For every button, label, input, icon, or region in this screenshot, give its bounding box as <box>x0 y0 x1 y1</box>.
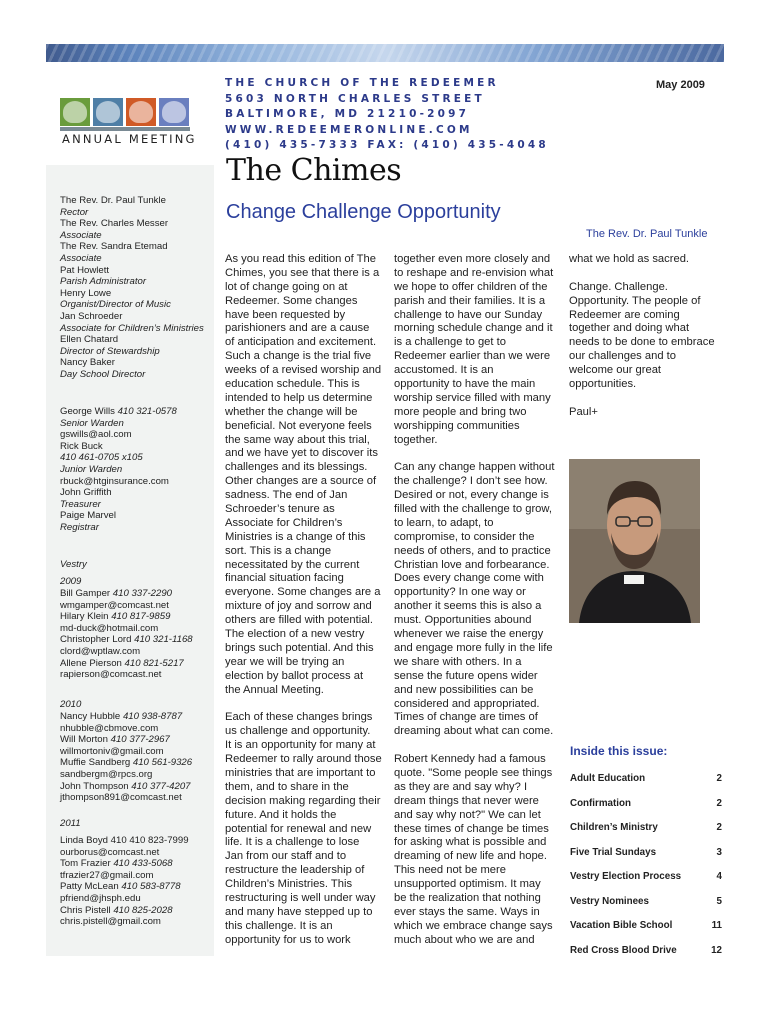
text-line: necessitated by the current <box>225 558 360 571</box>
annual-meeting-logo <box>60 98 192 132</box>
staff-entry: Organist/Director of Music <box>60 299 171 311</box>
vestry-entry: Bill Gamper 410 337-2290 <box>60 588 172 599</box>
vestry-entry[interactable]: tfrazier27@gmail.com <box>60 869 154 881</box>
phone-number: 410 817-9859 <box>111 611 171 623</box>
vestry-entry: Christopher Lord 410 321-1168 <box>60 634 193 646</box>
text-line: Desired or not, every change is <box>394 489 549 502</box>
text-line: Does every change come with <box>394 572 544 585</box>
staff-entry: Associate <box>60 252 102 264</box>
vestry-entry[interactable]: wmgamper@comcast.net <box>60 599 169 611</box>
toc-item[interactable] <box>570 942 722 967</box>
text-line: beneficial. Not everyone feels <box>225 419 372 432</box>
address-line: THE CHURCH OF THE REDEEMER <box>225 77 499 89</box>
text-line: the Annual Meeting. <box>225 683 324 696</box>
vestry-entry[interactable]: clord@wptlaw.com <box>60 645 141 657</box>
text-line: Other changes are a source of <box>225 475 377 488</box>
article-column-3 <box>569 253 715 420</box>
text-line: future. And it holds the <box>225 808 337 821</box>
staff-entry: Associate for Children’s Ministries <box>60 322 204 334</box>
text-line: of anticipation and excitement. <box>225 336 377 349</box>
warden-entry: George Wills 410 321-0578 <box>60 406 177 417</box>
text-line: Chimes, you see that there is a <box>225 266 380 279</box>
toc-item-page: 2 <box>716 822 722 833</box>
vestry-year-heading: 2009 <box>60 576 82 587</box>
phone-number: 410 561-9326 <box>132 757 193 769</box>
article-column-2 <box>394 253 554 948</box>
text-line: and say why not?" We can let <box>394 808 541 821</box>
text-line: these times of change be times <box>394 822 549 835</box>
text-line: whether the change will be <box>225 405 358 418</box>
text-line: Times of change are times of <box>394 711 538 724</box>
toc-item-label: Vestry Election Process <box>570 871 682 882</box>
text-line: and we have yet to discover its <box>225 447 378 460</box>
phone-number: 410 938-8787 <box>122 711 183 722</box>
vestry-entry[interactable]: nhubble@cbmove.com <box>60 722 159 734</box>
text-line: Redeemer to rally around those <box>225 753 382 766</box>
text-line: and many have stepped up to <box>225 905 373 918</box>
warden-entry[interactable]: gswills@aol.com <box>60 429 132 441</box>
article-title: Change Challenge Opportunity <box>226 201 501 223</box>
text-line: education schedule. This is <box>225 378 360 391</box>
text-line: together. <box>394 433 438 446</box>
logo-tile-purple <box>159 98 189 126</box>
toc-item-page: 5 <box>716 895 722 907</box>
logo-tile-green <box>60 98 90 126</box>
text-line: us challenge and opportunity. <box>225 725 371 738</box>
warden-entry: Senior Warden <box>60 417 124 429</box>
vestry-2011-heading-block <box>60 818 81 830</box>
text-line: sense the future opens wider <box>394 669 538 682</box>
staff-entry: Day School Director <box>60 368 146 380</box>
paragraph-gap <box>569 267 715 281</box>
text-line: election by ballot process at <box>225 669 364 682</box>
toc-item-page: 2 <box>716 797 722 809</box>
text-line: Ministries is a change of this <box>225 530 366 543</box>
phone-number: 410 583-8778 <box>121 881 181 893</box>
vestry-year-heading: 2010 <box>60 699 82 710</box>
article-byline: The Rev. Dr. Paul Tunkle <box>586 228 708 240</box>
logo-strip <box>60 127 190 131</box>
address-line: BALTIMORE, MD 21210-2097 <box>225 108 470 120</box>
vestry-entry: Hilary Klein 410 817-9859 <box>60 611 171 623</box>
warden-entry: Treasurer <box>60 498 101 510</box>
vestry-entry[interactable]: willmortoniv@gmail.com <box>60 745 164 757</box>
text-line: brings such potential. And this <box>225 641 374 654</box>
text-line: restructuring is well under way <box>225 891 376 904</box>
text-line: dreaming of new life and hope. <box>394 850 547 863</box>
paragraph-gap <box>569 392 715 406</box>
vestry-entry[interactable]: ourborus@comcast.net <box>60 846 160 858</box>
toc-item-page: 3 <box>716 846 722 858</box>
toc-item-label: Adult Education <box>570 773 646 784</box>
text-line: opportunity? In one way or <box>394 586 526 599</box>
vestry-entry[interactable]: md-duck@hotmail.com <box>60 622 159 634</box>
text-line: This need not be mere <box>394 864 506 877</box>
church-address <box>225 76 549 154</box>
text-line: unsupported optimism. It may <box>394 878 541 891</box>
text-line: challenges and its blessings. <box>225 461 368 474</box>
text-line: compromise, to consider the <box>394 530 535 543</box>
address-line: 5603 NORTH CHARLES STREET <box>225 92 485 105</box>
website-line: WWW.REDEEMERONLINE.COM <box>225 123 473 136</box>
warden-entry: Junior Warden <box>60 463 123 475</box>
text-line: we share with others. In a <box>394 655 522 668</box>
newsletter-title: The Chimes <box>226 153 402 188</box>
vestry-entry: Tom Frazier 410 433-5068 <box>60 858 173 870</box>
header-banner <box>46 44 724 62</box>
text-line: which we embrace change says <box>394 919 553 932</box>
toc-item[interactable] <box>570 868 722 893</box>
vestry-entry: Allene Pierson 410 821-5217 <box>60 657 184 669</box>
text-line: mixture of joy and sorrow and <box>225 600 372 613</box>
text-line: much about who we are and <box>394 933 535 946</box>
staff-entry: The Rev. Charles Messer <box>60 218 169 230</box>
text-line: Jan from our staff and to <box>225 850 347 863</box>
toc-item[interactable] <box>570 770 722 795</box>
issue-date: May 2009 <box>656 79 705 91</box>
text-line: others are filled with potential. <box>225 614 374 627</box>
text-line: Redeemer earlier than we were <box>394 350 551 363</box>
text-line: together even more closely and <box>394 253 551 265</box>
vestry-entry: Linda Boyd 410 410 823-7999 <box>60 835 189 846</box>
vestry-entry[interactable]: sandbergm@rpcs.org <box>60 768 153 780</box>
text-line: morning schedule change and it <box>394 322 553 335</box>
text-line: this challenge. It is an <box>225 919 333 932</box>
paragraph-gap <box>225 698 382 712</box>
text-line: needs of others, and to practice <box>394 544 551 557</box>
text-line: our challenges and to <box>569 350 676 363</box>
text-line: and engage more fully in the life <box>394 641 553 654</box>
warden-entry: Rick Buck <box>60 440 103 452</box>
phone-fax-line: (410) 435-7333 FAX: (410) 435-4048 <box>225 139 549 151</box>
text-line: intended to help us determine <box>225 391 373 404</box>
text-line: another it seems this is also a <box>394 600 542 613</box>
text-line: the challenge? I don’t see how. <box>394 475 548 488</box>
staff-entry: Ellen Chatard <box>60 334 119 346</box>
text-line: challenge to have our Sunday <box>394 308 543 321</box>
text-line: accustomed. It is an <box>394 364 494 377</box>
text-line: The election of a new vestry <box>225 628 365 641</box>
text-line: year we will be trying an <box>225 655 345 668</box>
text-line: Redeemer are coming <box>569 308 680 321</box>
phone-number: 410 321-0578 <box>117 406 177 417</box>
phone-number: 410 377-2967 <box>110 734 170 746</box>
text-line: As you read this edition of The <box>225 253 376 265</box>
text-line: Each of these changes brings <box>225 711 373 724</box>
phone-number: 410 825-2028 <box>113 904 173 916</box>
text-line: opportunity to have the main <box>394 378 536 391</box>
toc-item-label: Confirmation <box>570 797 631 809</box>
text-line: Change. Challenge. <box>569 280 668 293</box>
text-line: Paul+ <box>569 405 598 418</box>
vestry-year-heading: 2011 <box>60 818 81 829</box>
text-line: as they are and say why? I <box>394 780 528 793</box>
staff-entry: Jan Schroeder <box>60 310 123 322</box>
text-line: dreaming about what can come. <box>394 725 554 738</box>
text-line: Opportunity. The people of <box>569 294 701 307</box>
text-line: we hope to offer children of the <box>394 280 548 293</box>
staff-entry: The Rev. Dr. Paul Tunkle <box>60 195 166 206</box>
staff-entry: The Rev. Sandra Etemad <box>60 241 168 253</box>
paragraph-gap <box>394 447 554 461</box>
text-line: financial situation facing <box>225 572 344 585</box>
text-line: Christian love and forbearance. <box>394 558 550 571</box>
text-line: opportunity for us to work <box>225 933 351 946</box>
vestry-2009-list <box>60 588 193 681</box>
text-line: Robert Kennedy had a famous <box>394 753 546 766</box>
staff-entry: Parish Administrator <box>60 276 147 288</box>
text-line: worship service filled with many <box>394 391 551 404</box>
inside-issue-heading: Inside this issue: <box>570 744 668 758</box>
vestry-entry[interactable]: pfriend@jhsph.edu <box>60 892 141 904</box>
phone-number: 410 821-5217 <box>124 657 184 669</box>
warden-entry: John Griffith <box>60 487 112 499</box>
vestry-entry: Muffie Sandberg 410 561-9326 <box>60 757 193 769</box>
toc-item-label: Vacation Bible School <box>570 920 673 931</box>
logo-tile-blue <box>93 98 123 126</box>
staff-entry: Director of Stewardship <box>60 345 160 357</box>
text-line: them, and to share in the <box>225 780 349 793</box>
text-line: welcome our great <box>569 364 662 377</box>
warden-entry: Registrar <box>60 521 99 533</box>
toc-item-page: 2 <box>716 773 722 784</box>
phone-number: 410 461-0705 x105 <box>60 452 143 464</box>
toc-item-page: 11 <box>711 920 722 931</box>
vestry-entry: Chris Pistell 410 825-2028 <box>60 904 173 916</box>
vestry-entry: Nancy Hubble 410 938-8787 <box>60 711 183 722</box>
vestry-heading: Vestry <box>60 559 87 570</box>
warden-entry <box>60 452 177 464</box>
text-line: ever stays the same. Ways in <box>394 905 540 918</box>
vestry-2011-list <box>60 835 189 928</box>
text-line: potential for renewal and new <box>225 822 372 835</box>
text-line: the same way about this trial, <box>225 433 370 446</box>
text-line: to reshape and re-envision what <box>394 266 554 279</box>
text-line: and new possibilities can be <box>394 683 534 696</box>
vestry-entry: John Thompson 410 377-4207 <box>60 780 191 792</box>
text-line: more people and bring two <box>394 405 527 418</box>
text-line: life. It is a challenge to lose <box>225 836 360 849</box>
text-line: Redeemer. Some changes <box>225 294 358 307</box>
text-line: parishioners and are a cause <box>225 322 370 335</box>
toc-item-label: Red Cross Blood Drive <box>570 944 677 956</box>
portrait-illustration <box>569 459 700 623</box>
toc-item[interactable] <box>570 844 722 869</box>
staff-entry: Pat Howlett <box>60 264 110 276</box>
phone-number: 410 337-2290 <box>112 588 172 599</box>
toc-item[interactable] <box>570 893 722 918</box>
text-line: considered and appropriated. <box>394 697 540 710</box>
text-line: decision making regarding their <box>225 794 381 807</box>
phone-number: 410 321-1168 <box>134 634 193 646</box>
staff-entry: Henry Lowe <box>60 287 112 299</box>
toc-item-label: Five Trial Sundays <box>570 846 657 858</box>
rector-photo <box>569 459 700 623</box>
text-line: worshipping communities <box>394 419 520 432</box>
text-line: filled with the challenge to grow, <box>394 503 552 516</box>
text-line: opportunities. <box>569 378 637 391</box>
staff-entry: Rector <box>60 206 89 218</box>
text-line: Can any change happen without <box>394 461 555 474</box>
toc-item[interactable] <box>570 819 722 844</box>
vestry-2010-heading-block <box>60 699 81 711</box>
phone-number: 410 433-5068 <box>113 858 173 870</box>
text-line: whenever we raise the energy <box>394 628 544 641</box>
staff-entry: Nancy Baker <box>60 357 115 369</box>
vestry-2010-list <box>60 711 192 804</box>
text-line: sadness. The end of Jan <box>225 489 348 502</box>
text-line: ministries that are important to <box>225 766 376 779</box>
vestry-entry[interactable]: rapierson@comcast.net <box>60 669 162 681</box>
text-line: Associate for Children’s <box>225 516 343 529</box>
text-line: Children’s Ministries. This <box>225 878 353 891</box>
staff-entry: Associate <box>60 229 102 241</box>
inside-issue-list <box>570 770 722 966</box>
text-line: what we hold as sacred. <box>569 253 690 265</box>
phone-number: 410 377-4207 <box>131 780 191 792</box>
warden-entry: Paige Marvel <box>60 510 116 522</box>
toc-item[interactable] <box>570 795 722 820</box>
text-line: lot of change going on at <box>225 280 348 293</box>
wardens-list <box>60 406 177 534</box>
vestry-2009-heading-block <box>60 576 81 588</box>
text-line: must. Opportunities abound <box>394 614 532 627</box>
vestry-entry[interactable]: chris.pistell@gmail.com <box>60 916 161 928</box>
text-line: It is an opportunity for many at <box>225 739 376 752</box>
text-line: for asking what is possible and <box>394 836 547 849</box>
logo-tile-orange <box>126 98 156 126</box>
text-line: together and doing what <box>569 322 690 335</box>
text-line: be the realization that nothing <box>394 891 541 904</box>
toc-item[interactable] <box>570 917 722 942</box>
toc-item-page: 4 <box>716 871 722 882</box>
text-line: Schroeder’s tenure as <box>225 503 335 516</box>
vestry-entry: Will Morton 410 377-2967 <box>60 734 170 746</box>
text-line: quote. "Some people see things <box>394 766 553 779</box>
text-line: Such a change is the trial five <box>225 350 372 363</box>
toc-item-label: Children’s Ministry <box>570 822 658 833</box>
vestry-heading-block <box>60 559 87 571</box>
text-line: to learn, to adapt, to <box>394 516 494 529</box>
text-line: parish and their families. It is a <box>394 294 546 307</box>
text-line: have been requested by <box>225 308 346 321</box>
article-column-1 <box>225 253 382 948</box>
text-line: needs to be done to embrace <box>569 336 715 349</box>
text-line: dream things that never were <box>394 794 539 807</box>
paragraph-gap <box>394 739 554 753</box>
text-line: restructure the leadership of <box>225 864 365 877</box>
vestry-entry: Patty McLean 410 583-8778 <box>60 881 181 893</box>
text-line: weeks of a revised worship and <box>225 364 382 377</box>
toc-item-label: Vestry Nominees <box>570 895 649 907</box>
logo-caption: ANNUAL MEETING <box>62 132 197 146</box>
text-line: sort. This is a change <box>225 544 332 557</box>
vestry-entry[interactable]: jthompson891@comcast.net <box>60 792 182 804</box>
staff-list <box>60 195 204 381</box>
text-line: everyone. Some changes are a <box>225 586 381 599</box>
text-line: is a challenge to get to <box>394 336 506 349</box>
toc-item-page: 12 <box>711 944 722 956</box>
warden-entry[interactable]: rbuck@htginsurance.com <box>60 475 169 487</box>
